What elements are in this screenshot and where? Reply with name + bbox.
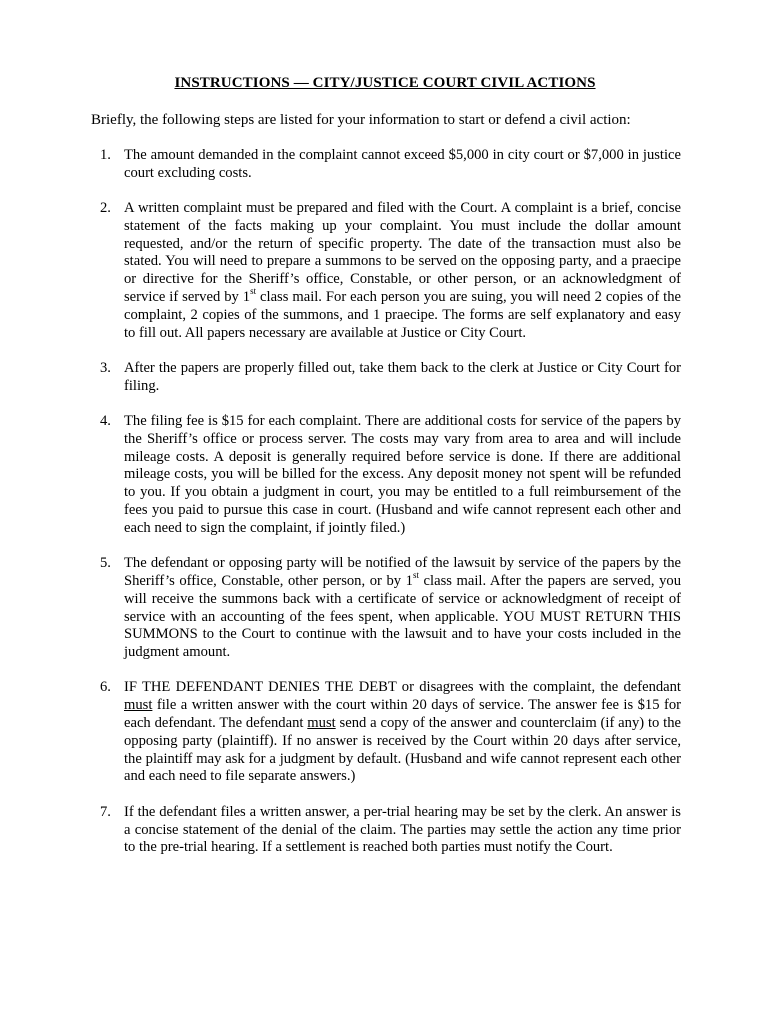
item-number: 1. [100, 147, 111, 163]
item-text-part: class mail. For each person you are suing, you will need 2 copies of the complaint, 2 copies of the summons, and 1 praecipe. The forms are self explanatory and easy to fill out. All papers necessary are available at Justice or City Court. [124, 289, 682, 341]
item-text [124, 555, 681, 660]
underlined-must: must [124, 697, 153, 714]
list-item-1 [91, 147, 681, 183]
page-title: INSTRUCTIONS — CITY/JUSTICE COURT CIVIL ACTIONS [174, 75, 596, 91]
list-item-5 [91, 555, 681, 662]
item-text [124, 200, 681, 341]
item-text-part: class mail. After the papers are served, you will receive the summons back with a certificate of service or acknowledgment of receipt of service with an accounting of the fees spent, when applicable. YOU MUST RETURN THIS SUMMONS to the Court to continue with the lawsuit and to have your costs included in the judgment amount. [124, 572, 681, 661]
item-text: The amount demanded in the complaint cannot exceed $5,000 in city court or $7,000 in justice court excluding costs. [124, 147, 681, 181]
instruction-list [91, 147, 681, 875]
item-text: The filing fee is $15 for each complaint. There are additional costs for service of the papers by the Sheriff’s office or process server. The costs may vary from area to area and will include mileage costs. A deposit is generally required before service is done. If there are additional mileage costs, you will be billed for the excess. Any deposit money not spent will be refunded to you. If you obtain a judgment in court, you may be entitled to a full reimbursement of the fees you paid to pursue this case in court. (Husband and wife cannot represent each other and each need to sign the complaint, if jointly filed.) [124, 413, 681, 536]
item-text: After the papers are properly filled out, take them back to the clerk at Justice or City Court for filing. [124, 359, 681, 394]
item-number: 2. [100, 200, 111, 217]
item-text: If the defendant files a written answer, a per-trial hearing may be set by the clerk. An answer is a concise statement of the denial of the claim. The parties may settle the action any time prior to the pre-trial hearing. If a settlement is reached both parties must notify the Court. [124, 803, 681, 856]
ordinal-suffix: st [412, 570, 419, 581]
item-text-part: The defendant or opposing party will be notified of the lawsuit by service of the papers by the Sheriff’s office, Constable, other person, or by 1 [124, 555, 681, 589]
item-text-part: file a written answer with the court within 20 days of service. The answer fee is $15 for each defendant. The defendant [124, 697, 681, 732]
item-text [124, 679, 681, 784]
item-number: 7. [100, 803, 111, 820]
item-text-part: IF THE DEFENDANT DENIES THE DEBT or disagrees with the complaint, the defendant [124, 679, 681, 696]
item-number: 5. [100, 555, 111, 572]
list-item-2 [91, 200, 681, 342]
item-text-part: A written complaint must be prepared and filed with the Court. A complaint is a brief, concise statement of the facts making up your complaint. You must include the dollar amount requested, and/or the return of specific property. The date of the transaction must also be stated. You will need to prepare a summons to be served on the opposing party, and a praecipe or directive for the Sheriff’s office, Constable, or other person, or an acknowledgment of service if served by 1 [124, 200, 681, 306]
item-number: 4. [100, 413, 111, 430]
list-item-3 [91, 360, 681, 396]
item-text-part: send a copy of the answer and counterclaim (if any) to the opposing party (plaintiff). If no answer is received by the Court within 20 days after service, the plaintiff may ask for a judgment by default. (Husband and wife cannot represent each other and each need to file separate answers.) [124, 715, 681, 785]
item-number: 3. [100, 359, 111, 376]
list-item-6 [91, 679, 681, 786]
underlined-must: must [307, 715, 336, 732]
list-item-7 [91, 804, 681, 857]
item-number: 6. [100, 679, 111, 696]
list-item-4 [91, 413, 681, 538]
ordinal-suffix: st [250, 286, 257, 297]
intro-paragraph: Briefly, the following steps are listed for your information to start or defend a civil action: [91, 112, 631, 128]
